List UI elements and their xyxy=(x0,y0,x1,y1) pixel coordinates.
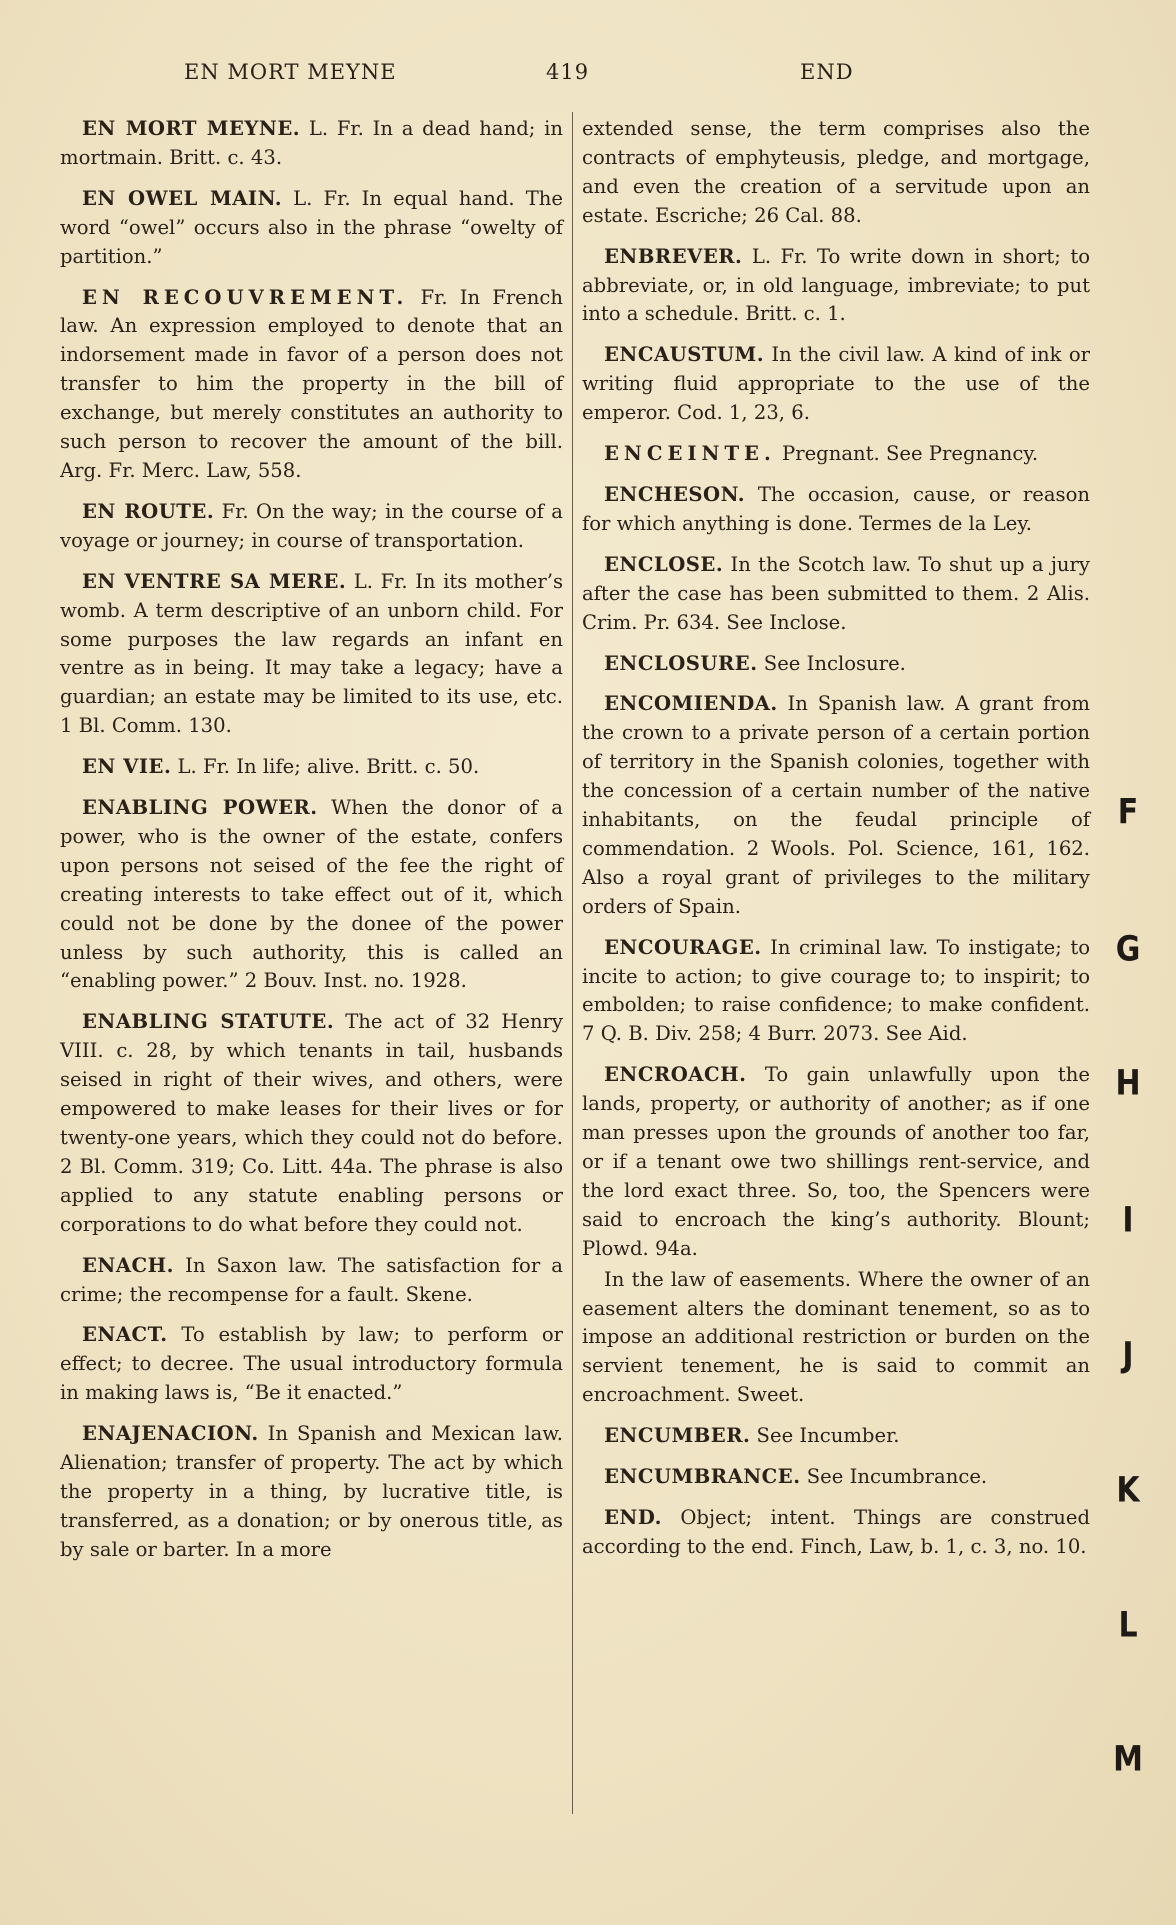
definition: In the Scotch law. To shut up a jury after the case has been submitted to them. 2 Alis. Crim. Pr. 634. See Inclose. xyxy=(582,552,1090,634)
definition: L. Fr. In life; alive. Britt. c. 50. xyxy=(171,755,480,779)
definition: To gain unlawfully upon the lands, property, or authority of another; as if one man presses upon the grounds of another too far, or if a tenant owe two shillings rent-service, and the lord exact three. So, too, the Spencers were said to encroach the king’s authority. Blount; Plowd. 94a. xyxy=(582,1063,1090,1260)
headword: ENCUMBER. xyxy=(604,1424,751,1448)
definition: In the civil law. A kind of ink or writing fluid appropriate to the use of the emperor. Cod. 1, 23, 6. xyxy=(582,343,1090,425)
definition: Fr. On the way; in the course of a voyage or journey; in course of transportation. xyxy=(60,499,563,552)
entry-continuation xyxy=(582,115,1090,231)
page-number: 419 xyxy=(546,60,590,84)
entry xyxy=(60,1420,563,1565)
headword: ENAJENACION. xyxy=(82,1422,259,1446)
headword: ENACH. xyxy=(82,1253,174,1277)
entry xyxy=(60,1008,563,1239)
headword: EN MORT MEYNE. xyxy=(82,117,301,140)
entry xyxy=(60,753,563,782)
definition: extended sense, the term comprises also the contracts of emphyteusis, pledge, and mortgage, and even the creation of a servitude upon an estate. Escriche; 26 Cal. 88. xyxy=(582,117,1090,227)
headword: ENCLOSURE. xyxy=(604,651,758,675)
definition: In Spanish and Mexican law. Alienation; transfer of property. The act by which the property in a thing, by lucrative title, is transferred, as a donation; or by onerous title, as by sale or barter. In a more xyxy=(60,1422,563,1561)
headword: EN OWEL MAIN. xyxy=(82,186,283,210)
definition: L. Fr. In its mother’s womb. A term descriptive of an unborn child. For some purposes the law regards an infant en ventre as in being. It may take a legacy; have a guardian; an estate may be limited to its use, etc. 1 Bl. Comm. 130. xyxy=(60,569,563,738)
entry xyxy=(582,650,1090,679)
headword: ENCAUSTUM. xyxy=(604,343,765,367)
definition: Object; intent. Things are construed according to the end. Finch, Law, b. 1, c. 3, no. 10. xyxy=(582,1505,1090,1558)
definition: L. Fr. In a dead hand; in mortmain. Britt. c. 43. xyxy=(60,117,563,169)
entry-subsense xyxy=(582,1266,1090,1411)
thumb-index-j[interactable]: J xyxy=(1122,1335,1134,1376)
entry xyxy=(582,1422,1090,1451)
headword: ENCOURAGE. xyxy=(604,935,762,959)
headword: ENCOMIENDA. xyxy=(604,692,778,716)
thumb-index-h[interactable]: H xyxy=(1115,1063,1141,1104)
thumb-index-m[interactable]: M xyxy=(1113,1739,1143,1780)
column-divider xyxy=(572,112,573,1814)
entry xyxy=(582,551,1090,638)
headword: ENABLING STATUTE. xyxy=(82,1010,335,1034)
definition: To establish by law; to perform or effect; to decree. The usual introductory formula in making laws is, “Be it enacted.” xyxy=(60,1323,563,1405)
headword: ENCHESON. xyxy=(604,482,746,506)
definition: In Saxon law. The satisfaction for a crime; the recompense for a fault. Skene. xyxy=(60,1253,563,1306)
headword: EN VENTRE SA MERE. xyxy=(82,569,347,593)
definition: See Incumber. xyxy=(750,1424,900,1448)
entry xyxy=(60,284,563,486)
definition: Pregnant. See Pregnancy. xyxy=(775,442,1039,466)
headword: ENCROACH. xyxy=(604,1063,747,1087)
thumb-index-f[interactable]: F xyxy=(1117,792,1139,833)
headword: ENACT. xyxy=(82,1323,168,1347)
entry xyxy=(60,115,563,173)
definition: In the law of easements. Where the owner of an easement alters the dominant tenement, so as to impose an additional restriction or burden on the servient tenement, he is said to commit an encroachment. Sweet. xyxy=(582,1267,1090,1407)
thumb-index-k[interactable]: K xyxy=(1116,1470,1140,1511)
entry xyxy=(60,185,563,272)
definition: Fr. In French law. An expression employed to denote that an indorsement made in favor of a person does not transfer to him the property in the bill of exchange, but merely constitutes an authority to such person to recover the amount of the bill. Arg. Fr. Merc. Law, 558. xyxy=(60,285,563,482)
entry xyxy=(582,481,1090,539)
entry xyxy=(60,498,563,556)
headword: ENBREVER. xyxy=(604,244,743,268)
headword: END. xyxy=(604,1505,662,1529)
headword: EN ROUTE. xyxy=(82,499,215,523)
entry xyxy=(582,1061,1090,1263)
running-head-right: END xyxy=(800,60,854,84)
entry xyxy=(582,1463,1090,1492)
right-column xyxy=(582,115,1090,1574)
entry xyxy=(582,440,1090,469)
entry xyxy=(60,794,563,996)
left-column xyxy=(60,115,563,1577)
running-head-left: EN MORT MEYNE xyxy=(184,60,397,84)
entry xyxy=(582,934,1090,1050)
entry xyxy=(60,1321,563,1408)
definition: The act of 32 Henry VIII. c. 28, by which tenants in tail, husbands seised in right of their wives, and others, were empowered to make leases for their lives or for twenty-one years, which they could not do before. 2 Bl. Comm. 319; Co. Litt. 44a. The phrase is also applied to any statute enabling persons or corporations to do what before they could not. xyxy=(60,1010,563,1236)
definition: In criminal law. To instigate; to incite to action; to give courage to; to inspirit; to embolden; to raise confidence; to make confident. 7 Q. B. Div. 258; 4 Burr. 2073. See Aid. xyxy=(582,935,1090,1046)
headword: ENCEINTE. xyxy=(604,442,776,466)
entry xyxy=(582,1504,1090,1562)
headword: EN VIE. xyxy=(82,755,172,779)
headword: EN RECOUVREMENT. xyxy=(82,285,409,309)
definition: L. Fr. To write down in short; to abbreviate, or, in old language, imbreviate; to put into a schedule. Britt. c. 1. xyxy=(582,244,1090,326)
thumb-index-l[interactable]: L xyxy=(1118,1605,1138,1646)
running-head xyxy=(60,60,1110,90)
definition: When the donor of a power, who is the owner of the estate, confers upon persons not seised of the fee the right of creating interests to take effect out of it, which could not be done by the donee of the power unless by such authority, this is called an “enabling power.” 2 Bouv. Inst. no. 1928. xyxy=(60,796,563,993)
entry xyxy=(60,1252,563,1310)
headword: ENABLING POWER. xyxy=(82,796,318,820)
entry xyxy=(582,690,1090,921)
headword: ENCLOSE. xyxy=(604,552,724,576)
entry xyxy=(60,568,563,741)
entry xyxy=(582,341,1090,428)
thumb-index-i[interactable]: I xyxy=(1122,1200,1134,1241)
definition: See Inclosure. xyxy=(757,651,906,675)
definition: The occasion, cause, or reason for which anything is done. Termes de la Ley. xyxy=(582,482,1090,535)
definition: See Incumbrance. xyxy=(800,1465,988,1489)
entry xyxy=(582,243,1090,330)
definition: In Spanish law. A grant from the crown to a private person of a certain portion of territory in the Spanish colonies, together with the concession of a certain number of the native inhabitants, on the feudal principle of commendation. 2 Wools. Pol. Science, 161, 162. Also a royal grant of privileges to the military orders of Spain. xyxy=(582,692,1090,918)
thumb-index-g[interactable]: G xyxy=(1115,929,1141,970)
definition: L. Fr. In equal hand. The word “owel” occurs also in the phrase “owelty of partition.” xyxy=(60,186,563,268)
headword: ENCUMBRANCE. xyxy=(604,1465,801,1489)
